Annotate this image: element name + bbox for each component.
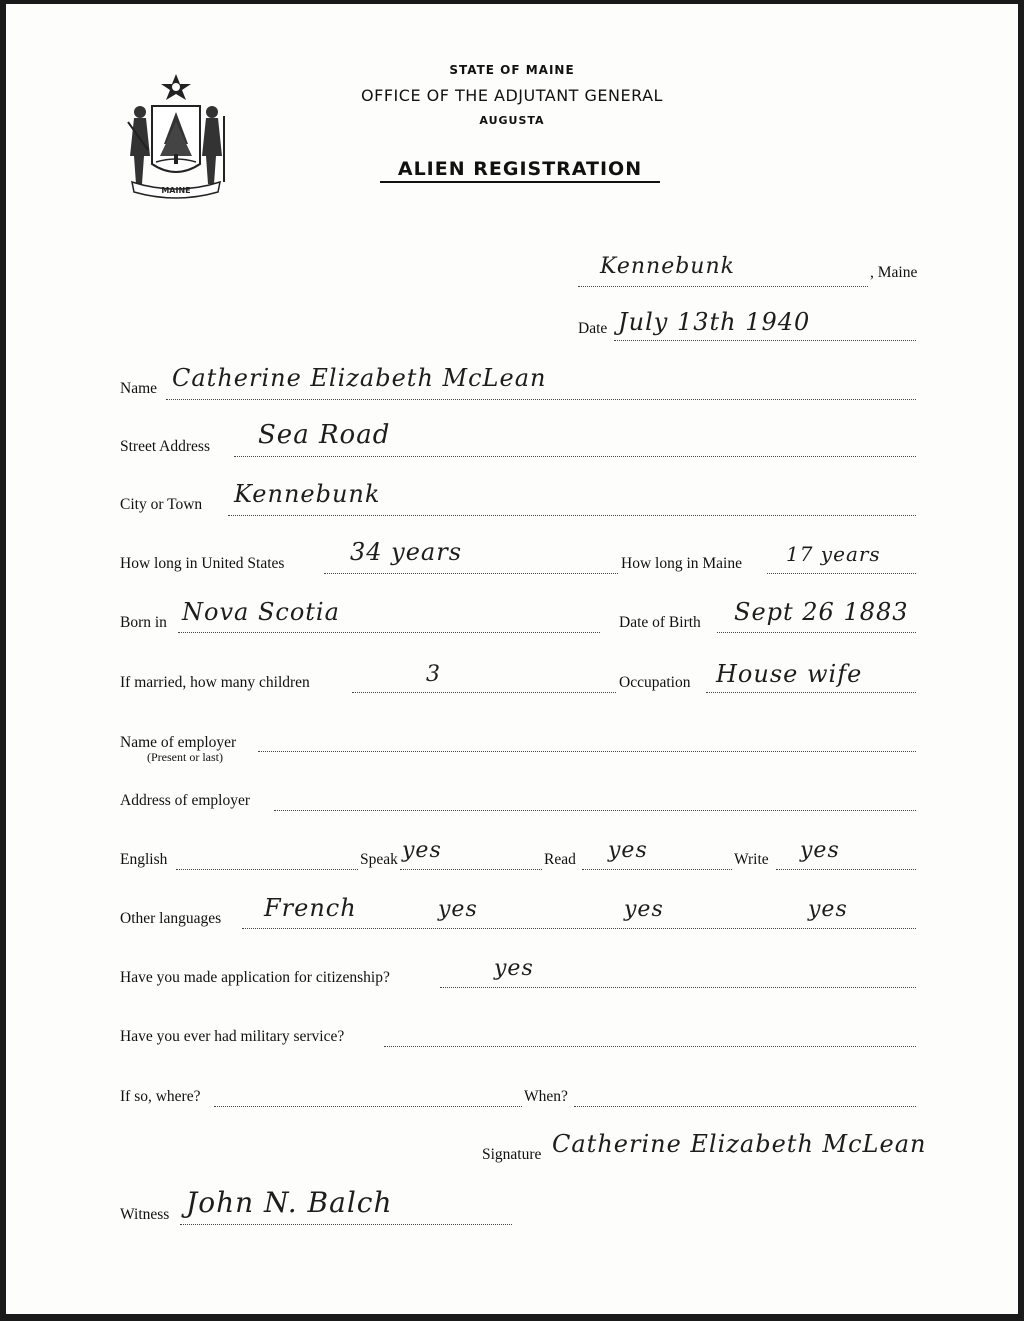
born-in-value: Nova Scotia [182, 598, 340, 626]
how-long-maine-value: 17 years [786, 542, 881, 566]
street-line [234, 456, 916, 457]
dob-label: Date of Birth [619, 614, 701, 631]
how-long-maine-label: How long in Maine [621, 555, 742, 572]
city-heading: AUGUSTA [479, 114, 545, 127]
other-write-value: yes [808, 897, 848, 922]
english-speak-value: yes [402, 838, 442, 863]
employer-label: Name of employer [120, 734, 237, 751]
other-language-value: French [264, 894, 357, 922]
street-value: Sea Road [258, 420, 391, 450]
how-long-us-label: How long in United States [120, 555, 285, 572]
street-label: Street Address [120, 438, 210, 455]
citizenship-label: Have you made application for citizenship? [120, 969, 390, 986]
other-languages-line [242, 928, 916, 929]
other-speak-value: yes [438, 897, 478, 922]
town-value: Kennebunk [600, 254, 735, 279]
occupation-label: Occupation [619, 674, 691, 691]
maine-label: , Maine [870, 264, 918, 281]
speak-label: Speak [360, 851, 398, 868]
where-line [214, 1106, 522, 1107]
name-line [166, 399, 916, 400]
employer-address-line [274, 810, 916, 811]
city-line [228, 515, 916, 516]
children-line [352, 692, 616, 693]
children-value: 3 [426, 662, 441, 687]
citizenship-value: yes [494, 956, 534, 981]
born-in-label: Born in [120, 614, 167, 631]
english-line [176, 869, 358, 870]
read-label: Read [544, 851, 576, 868]
dob-line [717, 632, 916, 633]
dob-value: Sept 26 1883 [734, 598, 909, 626]
witness-label: Witness [120, 1206, 170, 1223]
military-line [384, 1046, 916, 1047]
write-line [776, 869, 916, 870]
english-read-value: yes [608, 838, 648, 863]
employer-address-label: Address of employer [120, 792, 250, 809]
witness-value: John N. Balch [186, 1186, 393, 1219]
date-label: Date [578, 320, 608, 337]
other-read-value: yes [624, 897, 664, 922]
how-long-maine-line [767, 573, 916, 574]
occupation-value: House wife [716, 660, 863, 688]
where-label: If so, where? [120, 1088, 201, 1105]
occupation-line [706, 692, 916, 693]
read-line [582, 869, 732, 870]
form-page [6, 4, 1018, 1314]
employer-line [258, 751, 916, 752]
name-value: Catherine Elizabeth McLean [172, 364, 547, 392]
born-in-line [178, 632, 600, 633]
employer-note: (Present or last) [147, 750, 223, 764]
english-write-value: yes [800, 838, 840, 863]
write-label: Write [734, 851, 769, 868]
name-label: Name [120, 380, 158, 397]
signature-label: Signature [482, 1146, 542, 1163]
office-heading: OFFICE OF THE ADJUTANT GENERAL [361, 86, 663, 105]
seal-text: MAINE [161, 186, 191, 195]
date-line [614, 340, 916, 341]
military-label: Have you ever had military service? [120, 1028, 345, 1045]
when-label: When? [524, 1088, 568, 1105]
speak-line [400, 869, 542, 870]
city-value: Kennebunk [234, 480, 381, 508]
signature-value: Catherine Elizabeth McLean [552, 1130, 927, 1158]
date-value: July 13th 1940 [618, 308, 811, 336]
english-label: English [120, 851, 168, 868]
how-long-us-value: 34 years [350, 538, 463, 566]
city-label: City or Town [120, 496, 203, 513]
citizenship-line [440, 987, 916, 988]
form-title: ALIEN REGISTRATION [380, 158, 660, 183]
how-long-us-line [324, 573, 618, 574]
state-heading: STATE OF MAINE [449, 63, 575, 77]
other-languages-label: Other languages [120, 910, 222, 927]
when-line [574, 1106, 916, 1107]
witness-line [180, 1224, 512, 1225]
children-label: If married, how many children [120, 674, 310, 691]
town-line [578, 286, 868, 287]
